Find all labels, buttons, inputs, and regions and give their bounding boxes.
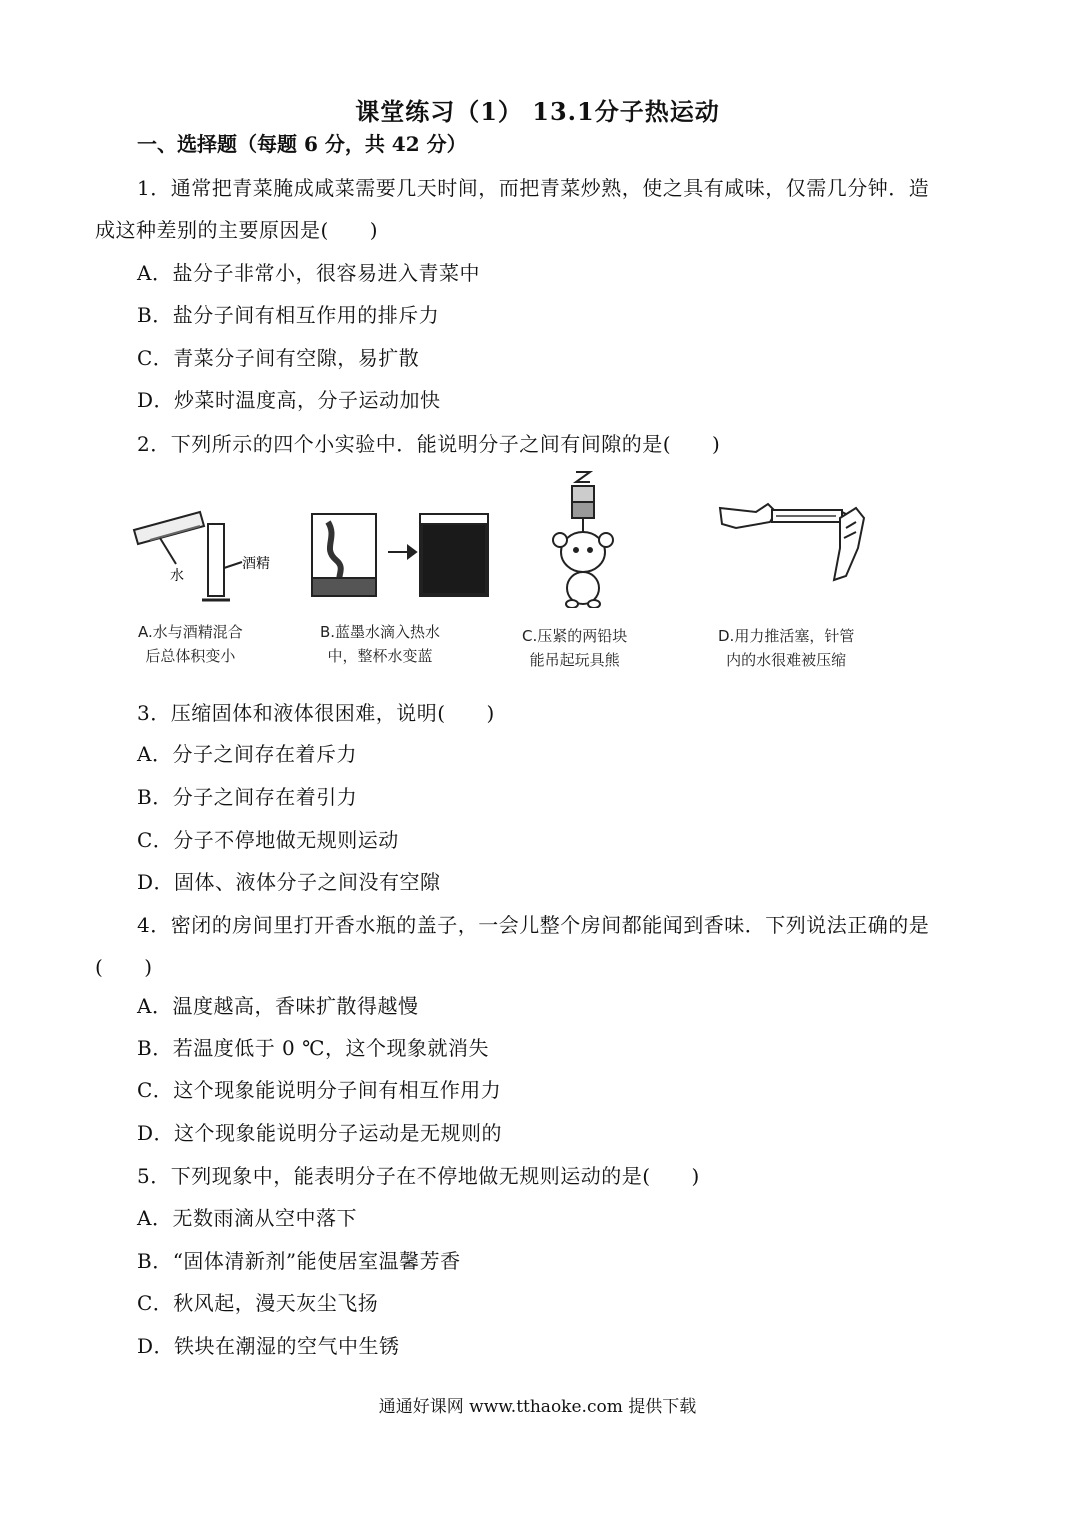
q4-option-a: A．温度越高，香味扩散得越慢 <box>137 994 419 1018</box>
figure-d-syringe <box>716 488 876 588</box>
figure-a-water-alcohol <box>130 508 300 608</box>
q3-option-d: D．固体、液体分子之间没有空隙 <box>137 870 441 894</box>
q4-stem-line2: ( ) <box>95 955 153 979</box>
q1-option-b: B．盐分子间有相互作用的排斥力 <box>137 303 440 327</box>
q2-stem: 2．下列所示的四个小实验中．能说明分子之间有间隙的是( ) <box>137 432 721 456</box>
figure-a-label-alcohol: 酒精 <box>242 556 270 572</box>
q5-option-a: A．无数雨滴从空中落下 <box>137 1206 357 1230</box>
q5-stem: 5．下列现象中，能表明分子在不停地做无规则运动的是( ) <box>137 1164 700 1188</box>
q2-figure <box>120 468 920 678</box>
page-title: 课堂练习（1） 13.1分子热运动 <box>355 97 720 126</box>
figure-b-caption-line2: 中，整杯水变蓝 <box>327 647 433 665</box>
q1-stem-line2: 成这种差别的主要原因是( ) <box>95 218 379 242</box>
figure-b-caption <box>320 620 440 668</box>
figure-d-caption-line1: D.用力推活塞，针管 <box>718 627 855 645</box>
footer: 通通好课网 www.tthaoke.com 提供下载 <box>378 1397 697 1417</box>
q3-option-b: B．分子之间存在着引力 <box>137 785 358 809</box>
figure-c-caption-line2: 能吊起玩具熊 <box>529 651 620 669</box>
q3-stem: 3．压缩固体和液体很困难，说明( ) <box>137 701 495 725</box>
figure-b-ink-diffusion <box>308 508 498 608</box>
q4-stem-line1: 4．密闭的房间里打开香水瓶的盖子，一会儿整个房间都能闻到香味．下列说法正确的是 <box>137 913 930 937</box>
q5-option-d: D．铁块在潮湿的空气中生锈 <box>137 1334 400 1358</box>
q5-option-c: C．秋风起，漫天灰尘飞扬 <box>137 1291 379 1315</box>
q5-option-b: B．“固体清新剂”能使居室温馨芳香 <box>137 1249 461 1273</box>
figure-b-caption-line1: B.蓝墨水滴入热水 <box>320 623 441 641</box>
figure-c-caption <box>522 624 627 672</box>
figure-a-caption <box>138 620 243 668</box>
figure-c-caption-line1: C.压紧的两铅块 <box>522 627 628 645</box>
q3-option-a: A．分子之间存在着斥力 <box>137 742 357 766</box>
figure-a-caption-line1: A.水与酒精混合 <box>138 623 243 641</box>
figure-a-label-water: 水 <box>170 568 184 584</box>
q1-stem-line1: 1．通常把青菜腌成咸菜需要几天时间，而把青菜炒熟，使之具有咸味，仅需几分钟．造 <box>137 176 930 200</box>
q1-option-c: C．青菜分子间有空隙，易扩散 <box>137 346 420 370</box>
q1-option-d: D．炒菜时温度高，分子运动加快 <box>137 388 441 412</box>
q3-option-c: C．分子不停地做无规则运动 <box>137 828 399 852</box>
section-title: 一、选择题（每题 6 分，共 42 分） <box>137 132 467 156</box>
figure-c-lead-blocks-bear <box>540 468 630 608</box>
q4-option-d: D．这个现象能说明分子运动是无规则的 <box>137 1121 503 1145</box>
q4-option-c: C．这个现象能说明分子间有相互作用力 <box>137 1078 502 1102</box>
q4-option-b: B．若温度低于 0 ℃，这个现象就消失 <box>137 1036 490 1060</box>
figure-a-caption-line2: 后总体积变小 <box>145 647 236 665</box>
q1-option-a: A．盐分子非常小，很容易进入青菜中 <box>137 261 480 285</box>
figure-d-caption <box>718 624 854 672</box>
figure-d-caption-line2: 内的水很难被压缩 <box>726 651 847 669</box>
